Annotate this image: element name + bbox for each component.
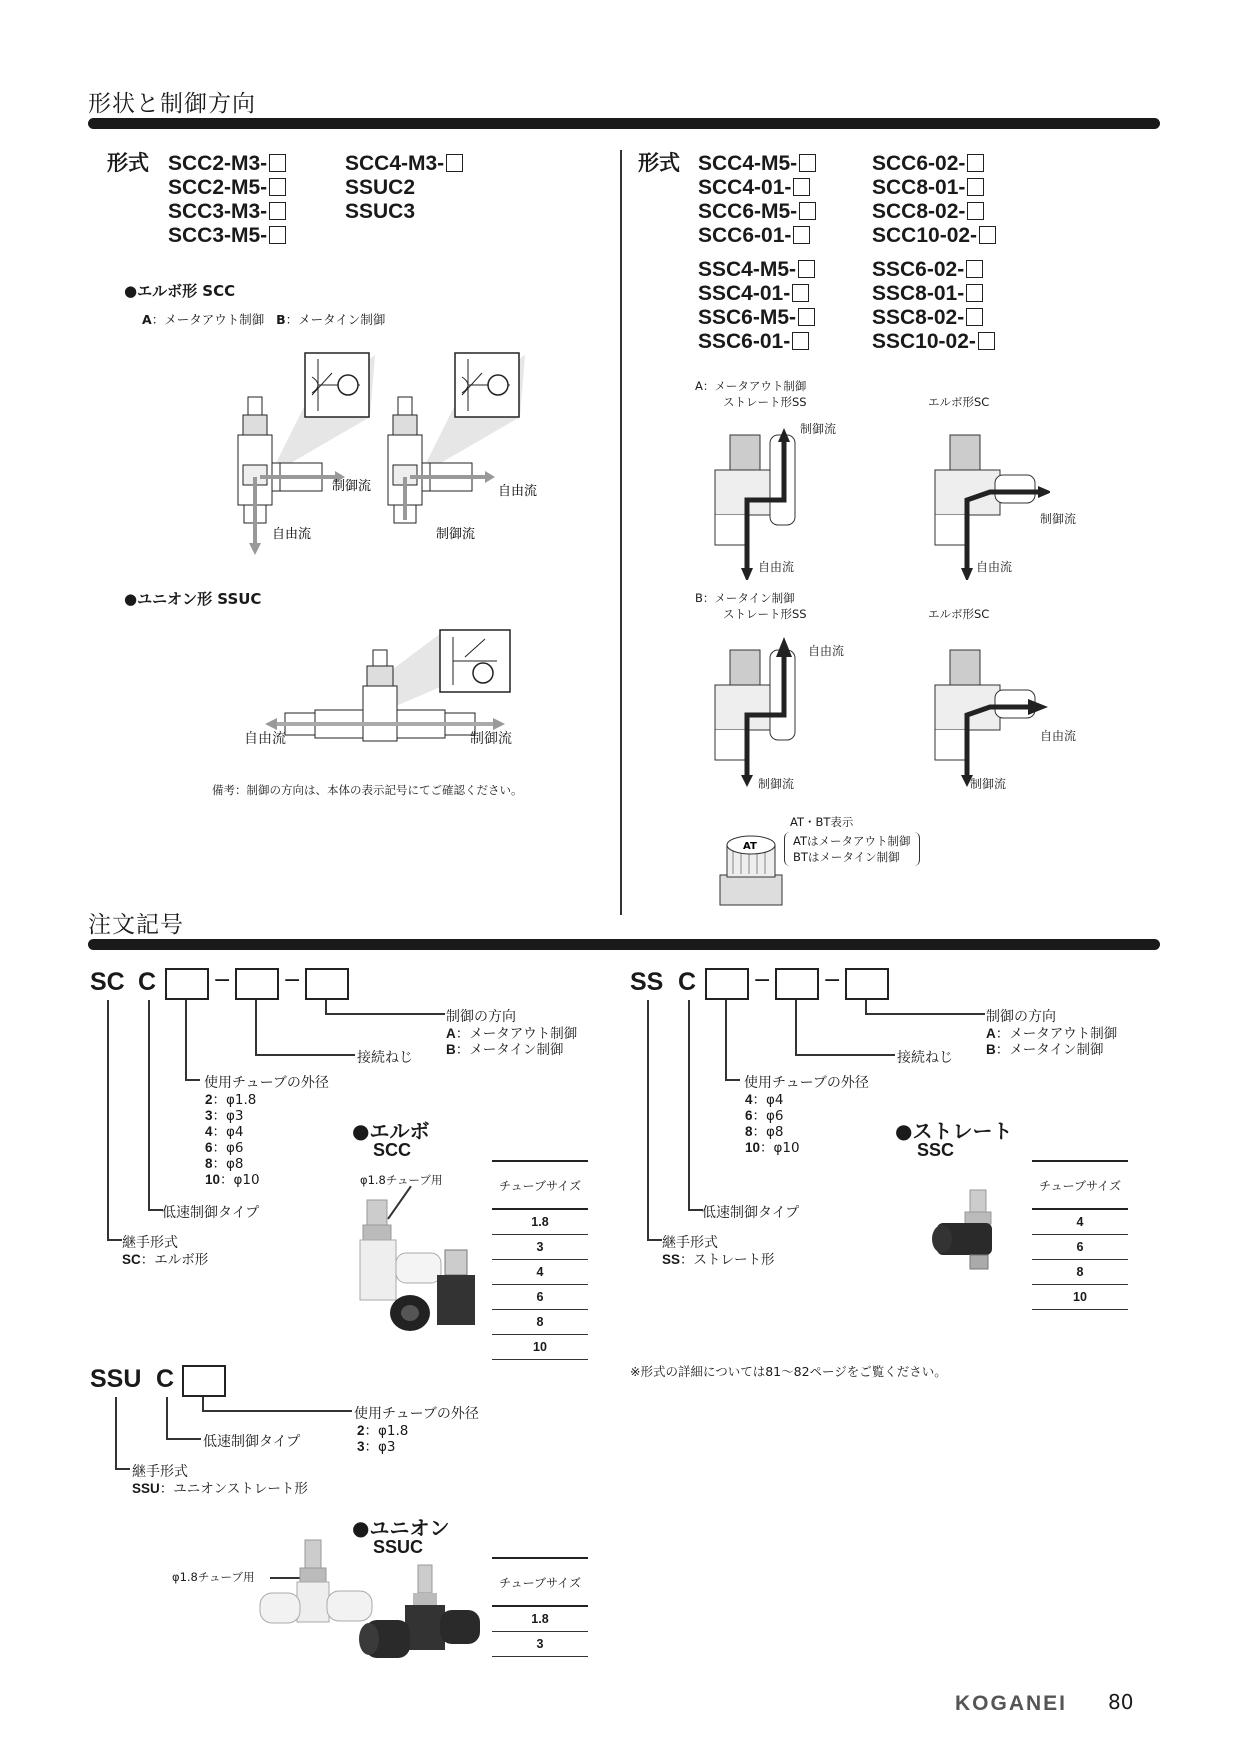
model-name: SCC2-M3- <box>168 152 268 175</box>
table-cell: 8 <box>1032 1260 1128 1285</box>
table-header: チューブサイズ <box>492 1558 588 1606</box>
ssuc-slot-tube <box>182 1365 226 1397</box>
model-name: SCC8-01- <box>872 176 966 199</box>
scc-product-title: ●エルボ <box>352 1119 430 1143</box>
scc-code-prefix: SC <box>90 968 125 996</box>
ssuc-fitting-value: SSU：ユニオンストレート形 <box>132 1481 308 1497</box>
ssc-fitting: 継手形式 <box>662 1235 718 1251</box>
model-list-left-col2 <box>345 152 463 224</box>
model-list-right-col1b <box>698 258 815 354</box>
b-heading-2: ストレート形SS <box>723 607 807 621</box>
placeholder-box <box>798 308 815 326</box>
ssuc-product-title: ●ユニオン <box>352 1516 450 1540</box>
model-list-right-col2b <box>872 258 995 354</box>
placeholder-box <box>798 260 815 278</box>
ssc-product-code: SSC <box>917 1140 955 1160</box>
scc-fitting: 継手形式 <box>122 1235 178 1251</box>
model-name: SCC3-M3- <box>168 200 268 223</box>
a-sc-free: 自由流 <box>976 560 1013 574</box>
a-ss-controlled: 制御流 <box>800 422 837 436</box>
model-name: SSC10-02- <box>872 330 976 353</box>
a-ss-free: 自由流 <box>758 560 795 574</box>
model-name: SCC3-M5- <box>168 224 268 247</box>
ssc-tube-title: 使用チューブの外径 <box>744 1075 869 1091</box>
ssc-fitting-value: SS：ストレート形 <box>662 1252 775 1268</box>
b-heading-1: B：メータイン制御 <box>695 591 795 605</box>
dash: − <box>283 968 302 993</box>
model-list-left-col1 <box>168 152 286 248</box>
table-cell: 4 <box>1032 1209 1128 1235</box>
dash: − <box>753 968 772 993</box>
scc-slot-thread <box>235 968 279 1000</box>
model-name: SSC8-01- <box>872 282 965 305</box>
union-flow-diagram <box>235 625 535 770</box>
b-flow-diagrams <box>710 635 1050 795</box>
ssc-size-table <box>1032 1160 1128 1310</box>
ssuc-tube-title: 使用チューブの外径 <box>354 1406 479 1422</box>
model-name: SSC6-02- <box>872 258 965 281</box>
placeholder-box <box>269 202 286 220</box>
model-name: SSC4-M5- <box>698 258 797 281</box>
placeholder-box <box>966 260 983 278</box>
scc-dir-title: 制御の方向 <box>446 1009 516 1025</box>
ssuc-code-c: C <box>156 1365 175 1393</box>
scc-tube-options: 2：φ1.8 3：φ3 4：φ4 6：φ6 8：φ8 10：φ10 <box>205 1092 260 1188</box>
brand-logo: KOGANEI <box>955 1692 1068 1715</box>
placeholder-box <box>269 154 286 172</box>
table-cell: 10 <box>492 1335 588 1360</box>
ssuc-tube-note: φ1.8チューブ用 <box>172 1570 255 1584</box>
section-title-order: 注文記号 <box>88 912 184 938</box>
placeholder-box <box>967 178 984 196</box>
scc-thread: 接続ねじ <box>357 1050 413 1066</box>
diagram-a <box>238 353 375 555</box>
placeholder-box <box>979 226 996 244</box>
ssc-code-prefix: SS <box>630 968 664 996</box>
ssuc-tube-options: 2：φ1.8 3：φ3 <box>357 1423 409 1455</box>
page-number: 80 <box>1108 1690 1134 1714</box>
placeholder-box <box>799 202 816 220</box>
ssc-low-speed: 低速制御タイプ <box>702 1205 800 1221</box>
ssc-code-c: C <box>678 968 697 996</box>
model-name: SSUC2 <box>345 176 416 199</box>
section-rule <box>88 118 1160 129</box>
a-sc-controlled: 制御流 <box>1040 512 1077 526</box>
scc-tube-title: 使用チューブの外径 <box>204 1075 329 1091</box>
ssc-tube-options: 4：φ4 6：φ6 8：φ8 10：φ10 <box>745 1092 800 1156</box>
scc-size-table <box>492 1160 588 1360</box>
ssc-slot-thread <box>775 968 819 1000</box>
b-elbow-fitting <box>935 650 1048 787</box>
ssuc-product-photo <box>255 1535 485 1675</box>
section-title-shape: 形状と制御方向 <box>88 91 256 117</box>
model-name: SCC8-02- <box>872 200 966 223</box>
b-sc-controlled: 制御流 <box>970 777 1007 791</box>
scc-low-speed: 低速制御タイプ <box>162 1205 260 1221</box>
union-heading: ●ユニオン形 SSUC <box>124 590 262 608</box>
a-flow-diagrams <box>710 420 1050 580</box>
placeholder-box <box>799 154 816 172</box>
model-name: SSC6-01- <box>698 330 791 353</box>
placeholder-box <box>966 308 983 326</box>
column-divider <box>620 150 622 915</box>
table-cell: 1.8 <box>492 1209 588 1235</box>
ssuc-product-code: SSUC <box>373 1537 424 1557</box>
scc-slot-tube <box>165 968 209 1000</box>
model-name: SCC4-M5- <box>698 152 798 175</box>
model-name: SCC6-01- <box>698 224 792 247</box>
table-cell: 3 <box>492 1235 588 1260</box>
dash: − <box>213 968 232 993</box>
placeholder-box <box>792 332 809 350</box>
type-label-right: 形式 <box>638 152 680 175</box>
model-name: SCC4-01- <box>698 176 792 199</box>
placeholder-box <box>793 178 810 196</box>
placeholder-box <box>967 202 984 220</box>
ssuc-size-table <box>492 1557 588 1657</box>
scc-dir-options: A：メータアウト制御 B：メータイン制御 <box>446 1026 578 1058</box>
table-header: チューブサイズ <box>1032 1161 1128 1209</box>
b-straight-fitting <box>715 637 795 787</box>
diagram-b-controlled: 制御流 <box>436 527 476 542</box>
table-cell: 4 <box>492 1260 588 1285</box>
model-name: SCC6-02- <box>872 152 966 175</box>
ssc-thread: 接続ねじ <box>897 1050 953 1066</box>
ssuc-low-speed: 低速制御タイプ <box>203 1434 301 1450</box>
model-name: SSC8-02- <box>872 306 965 329</box>
ssc-product-title: ●ストレート <box>895 1119 1013 1143</box>
scc-product-code: SCC <box>373 1140 412 1160</box>
model-list-right-col1a <box>698 152 816 248</box>
model-name: SCC2-M5- <box>168 176 268 199</box>
table-cell: 1.8 <box>492 1606 588 1632</box>
scc-fitting-value: SC：エルボ形 <box>122 1252 209 1268</box>
union-controlled-label: 制御流 <box>470 731 512 747</box>
scc-slot-direction <box>305 968 349 1000</box>
union-free-label: 自由流 <box>244 731 286 747</box>
direction-note: 備考：制御の方向は、本体の表示記号にてご確認ください。 <box>212 783 523 797</box>
table-header: チューブサイズ <box>492 1161 588 1209</box>
b-ss-controlled: 制御流 <box>758 777 795 791</box>
ssc-slot-direction <box>845 968 889 1000</box>
placeholder-box <box>967 154 984 172</box>
ssuc-fitting: 継手形式 <box>132 1464 188 1480</box>
model-name: SCC6-M5- <box>698 200 798 223</box>
b-ss-free: 自由流 <box>808 644 845 658</box>
b-elbow-heading: エルボ形SC <box>928 607 990 621</box>
placeholder-box <box>966 284 983 302</box>
elbow-desc: A：メータアウト制御 B：メータイン制御 <box>142 312 386 327</box>
scc-code-c: C <box>138 968 157 996</box>
elbow-flow-diagrams <box>200 345 560 560</box>
b-sc-free: 自由流 <box>1040 729 1077 743</box>
placeholder-box <box>269 178 286 196</box>
table-cell: 3 <box>492 1632 588 1657</box>
table-cell: 10 <box>1032 1285 1128 1310</box>
diagram-a-controlled: 制御流 <box>332 479 372 494</box>
atbt-line-1: ATはメータアウト制御 <box>793 834 911 848</box>
dash: − <box>823 968 842 993</box>
placeholder-box <box>978 332 995 350</box>
atbt-legend <box>784 832 920 866</box>
scc-product-photo <box>355 1195 485 1345</box>
ssc-dir-title: 制御の方向 <box>986 1009 1056 1025</box>
placeholder-box <box>792 284 809 302</box>
diagram-a-free: 自由流 <box>272 527 312 542</box>
placeholder-box <box>446 154 463 172</box>
knob-text: AT <box>743 841 757 852</box>
elbow-heading: ●エルボ形 SCC <box>124 282 236 300</box>
diagram-b-free: 自由流 <box>498 484 538 499</box>
section-rule <box>88 939 1160 950</box>
model-name: SCC4-M3- <box>345 152 445 175</box>
model-name: SCC10-02- <box>872 224 978 247</box>
a-elbow-heading: エルボ形SC <box>928 395 990 409</box>
ssc-slot-tube <box>705 968 749 1000</box>
table-cell: 6 <box>492 1285 588 1310</box>
placeholder-box <box>793 226 810 244</box>
model-name: SSUC3 <box>345 200 416 223</box>
ssc-dir-options: A：メータアウト制御 B：メータイン制御 <box>986 1026 1118 1058</box>
atbt-line-2: BTはメータイン制御 <box>793 850 900 864</box>
ssc-product-photo <box>925 1185 1015 1275</box>
table-cell: 8 <box>492 1310 588 1335</box>
scc-tube-note: φ1.8チューブ用 <box>360 1173 443 1187</box>
ssuc-code-prefix: SSU <box>90 1365 142 1393</box>
type-label-left: 形式 <box>107 152 149 175</box>
a-heading-1: A：メータアウト制御 <box>695 379 807 393</box>
model-list-right-col2a <box>872 152 996 248</box>
a-heading-2: ストレート形SS <box>723 395 807 409</box>
footnote: ※形式の詳細については81〜82ページをご覧ください。 <box>630 1364 947 1379</box>
model-name: SSC6-M5- <box>698 306 797 329</box>
placeholder-box <box>269 226 286 244</box>
table-cell: 6 <box>1032 1235 1128 1260</box>
atbt-title: AT・BT表示 <box>790 815 854 829</box>
model-name: SSC4-01- <box>698 282 791 305</box>
atbt-knob-illustration <box>715 830 795 910</box>
